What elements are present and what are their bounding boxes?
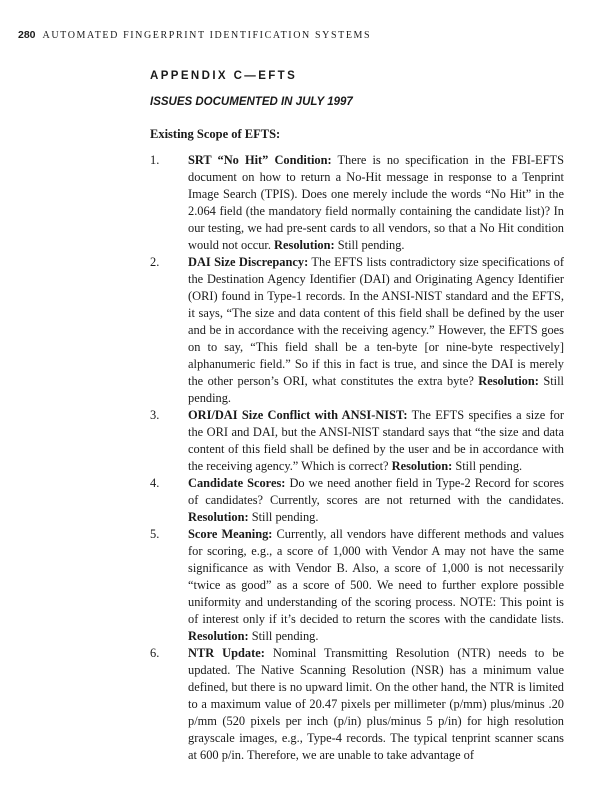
resolution-label: Resolution: — [188, 629, 249, 643]
resolution-text: Still pending. — [248, 629, 319, 643]
item-label: ORI/DAI Size Conflict with ANSI-NIST: — [188, 408, 408, 422]
issue-item — [0, 152, 564, 254]
resolution-label: Resolution: — [274, 238, 335, 252]
item-number: 1. — [150, 153, 160, 167]
item-number: 3. — [150, 408, 160, 422]
issue-item — [0, 645, 564, 764]
issue-item — [0, 407, 564, 475]
appendix-subtitle: ISSUES DOCUMENTED IN JULY 1997 — [150, 96, 353, 108]
resolution-label: Resolution: — [391, 459, 453, 473]
item-label: Score Meaning: — [188, 527, 273, 541]
resolution-text: Still pending. — [248, 510, 319, 524]
appendix-title: APPENDIX C—EFTS — [150, 70, 298, 82]
item-number: 6. — [150, 646, 160, 660]
resolution-text: Still pending. — [188, 374, 564, 405]
item-text: The EFTS lists contradictory size specifications of the Destination Agency Identifier (DAI) and Originating Agency Identifier (ORI) found in Type-1 records. In the ANSI-NIST standard and the EFTS, it says, “The size and data content of this field shall be defined by the user and be in accordance with the receiving agency.” However, the EFTS goes on to say, “This field shall be a ten-byte [or nine-byte respectively] alphanumeric field.” So if this in fact is true, and since the DAI is merely the other person’s ORI, what constitutes the extra byte? — [188, 255, 564, 388]
resolution-label: Resolution: — [188, 510, 249, 524]
resolution-text: Still pending. — [334, 238, 405, 252]
item-label: Candidate Scores: — [188, 476, 286, 490]
issue-item — [0, 475, 564, 526]
item-number: 2. — [150, 255, 160, 269]
issue-list — [0, 152, 613, 764]
running-head — [18, 29, 371, 41]
resolution-label: Resolution: — [478, 374, 539, 388]
issue-item — [0, 254, 564, 407]
item-text: Nominal Transmitting Resolution (NTR) needs to be updated. The Native Scanning Resolution (NSR) has a minimum value defined, but there is no upward limit. On the other hand, the NTR is limited to a maximum value of 20.47 pixels per millimeter (p/mm) plus/minus .20 p/mm (520 pixels per inch (p/in) plus/minus 5 p/in) for high resolution grayscale images, e.g., Type-4 records. The typical tenprint scanner scans at 600 p/in. Therefore, we are unable to take advantage of — [188, 646, 565, 762]
item-text: Currently, all vendors have different methods and values for scoring, e.g., a score of 1,000 with Vendor A may not have the same significance as with Vendor B. Also, a score of 1,000 is not necessarily “twice as good” as a score of 500. We need to further explore possible uniformity and understanding of the scoring process. NOTE: This point is of interest only if it’s decided to return the scores with the candidate lists. — [188, 527, 564, 626]
item-label: NTR Update: — [188, 646, 265, 660]
page-number: 280 — [18, 29, 36, 41]
item-label: DAI Size Discrepancy: — [188, 255, 309, 269]
item-number: 4. — [150, 476, 160, 490]
issue-item — [0, 526, 564, 645]
section-heading: Existing Scope of EFTS: — [150, 127, 281, 141]
running-title: AUTOMATED FINGERPRINT IDENTIFICATION SYSTEMS — [42, 30, 372, 41]
item-number: 5. — [150, 527, 160, 541]
item-text: The EFTS specifies a size for the ORI and DAI, but the ANSI-NIST standard says that “the size and data content of this field shall be defined by the user and be in accordance with the receiving agency.” Which is correct? — [188, 408, 565, 473]
item-text: Do we need another field in Type-2 Record for scores of candidates? Currently, scores are not returned with the candidates. — [188, 476, 564, 507]
item-label: SRT “No Hit” Condition: — [188, 153, 332, 167]
resolution-text: Still pending. — [452, 459, 523, 473]
item-text: There is no specification in the FBI-EFTS document on how to return a No-Hit message in response to a Tenprint Image Search (TPIS). Does one merely include the words “No Hit” in the 2.064 field (the mandatory field normally containing the candidate list)? In our testing, we had pre-sent cards to all vendors, so that a No Hit condition would not occur. — [188, 153, 564, 252]
